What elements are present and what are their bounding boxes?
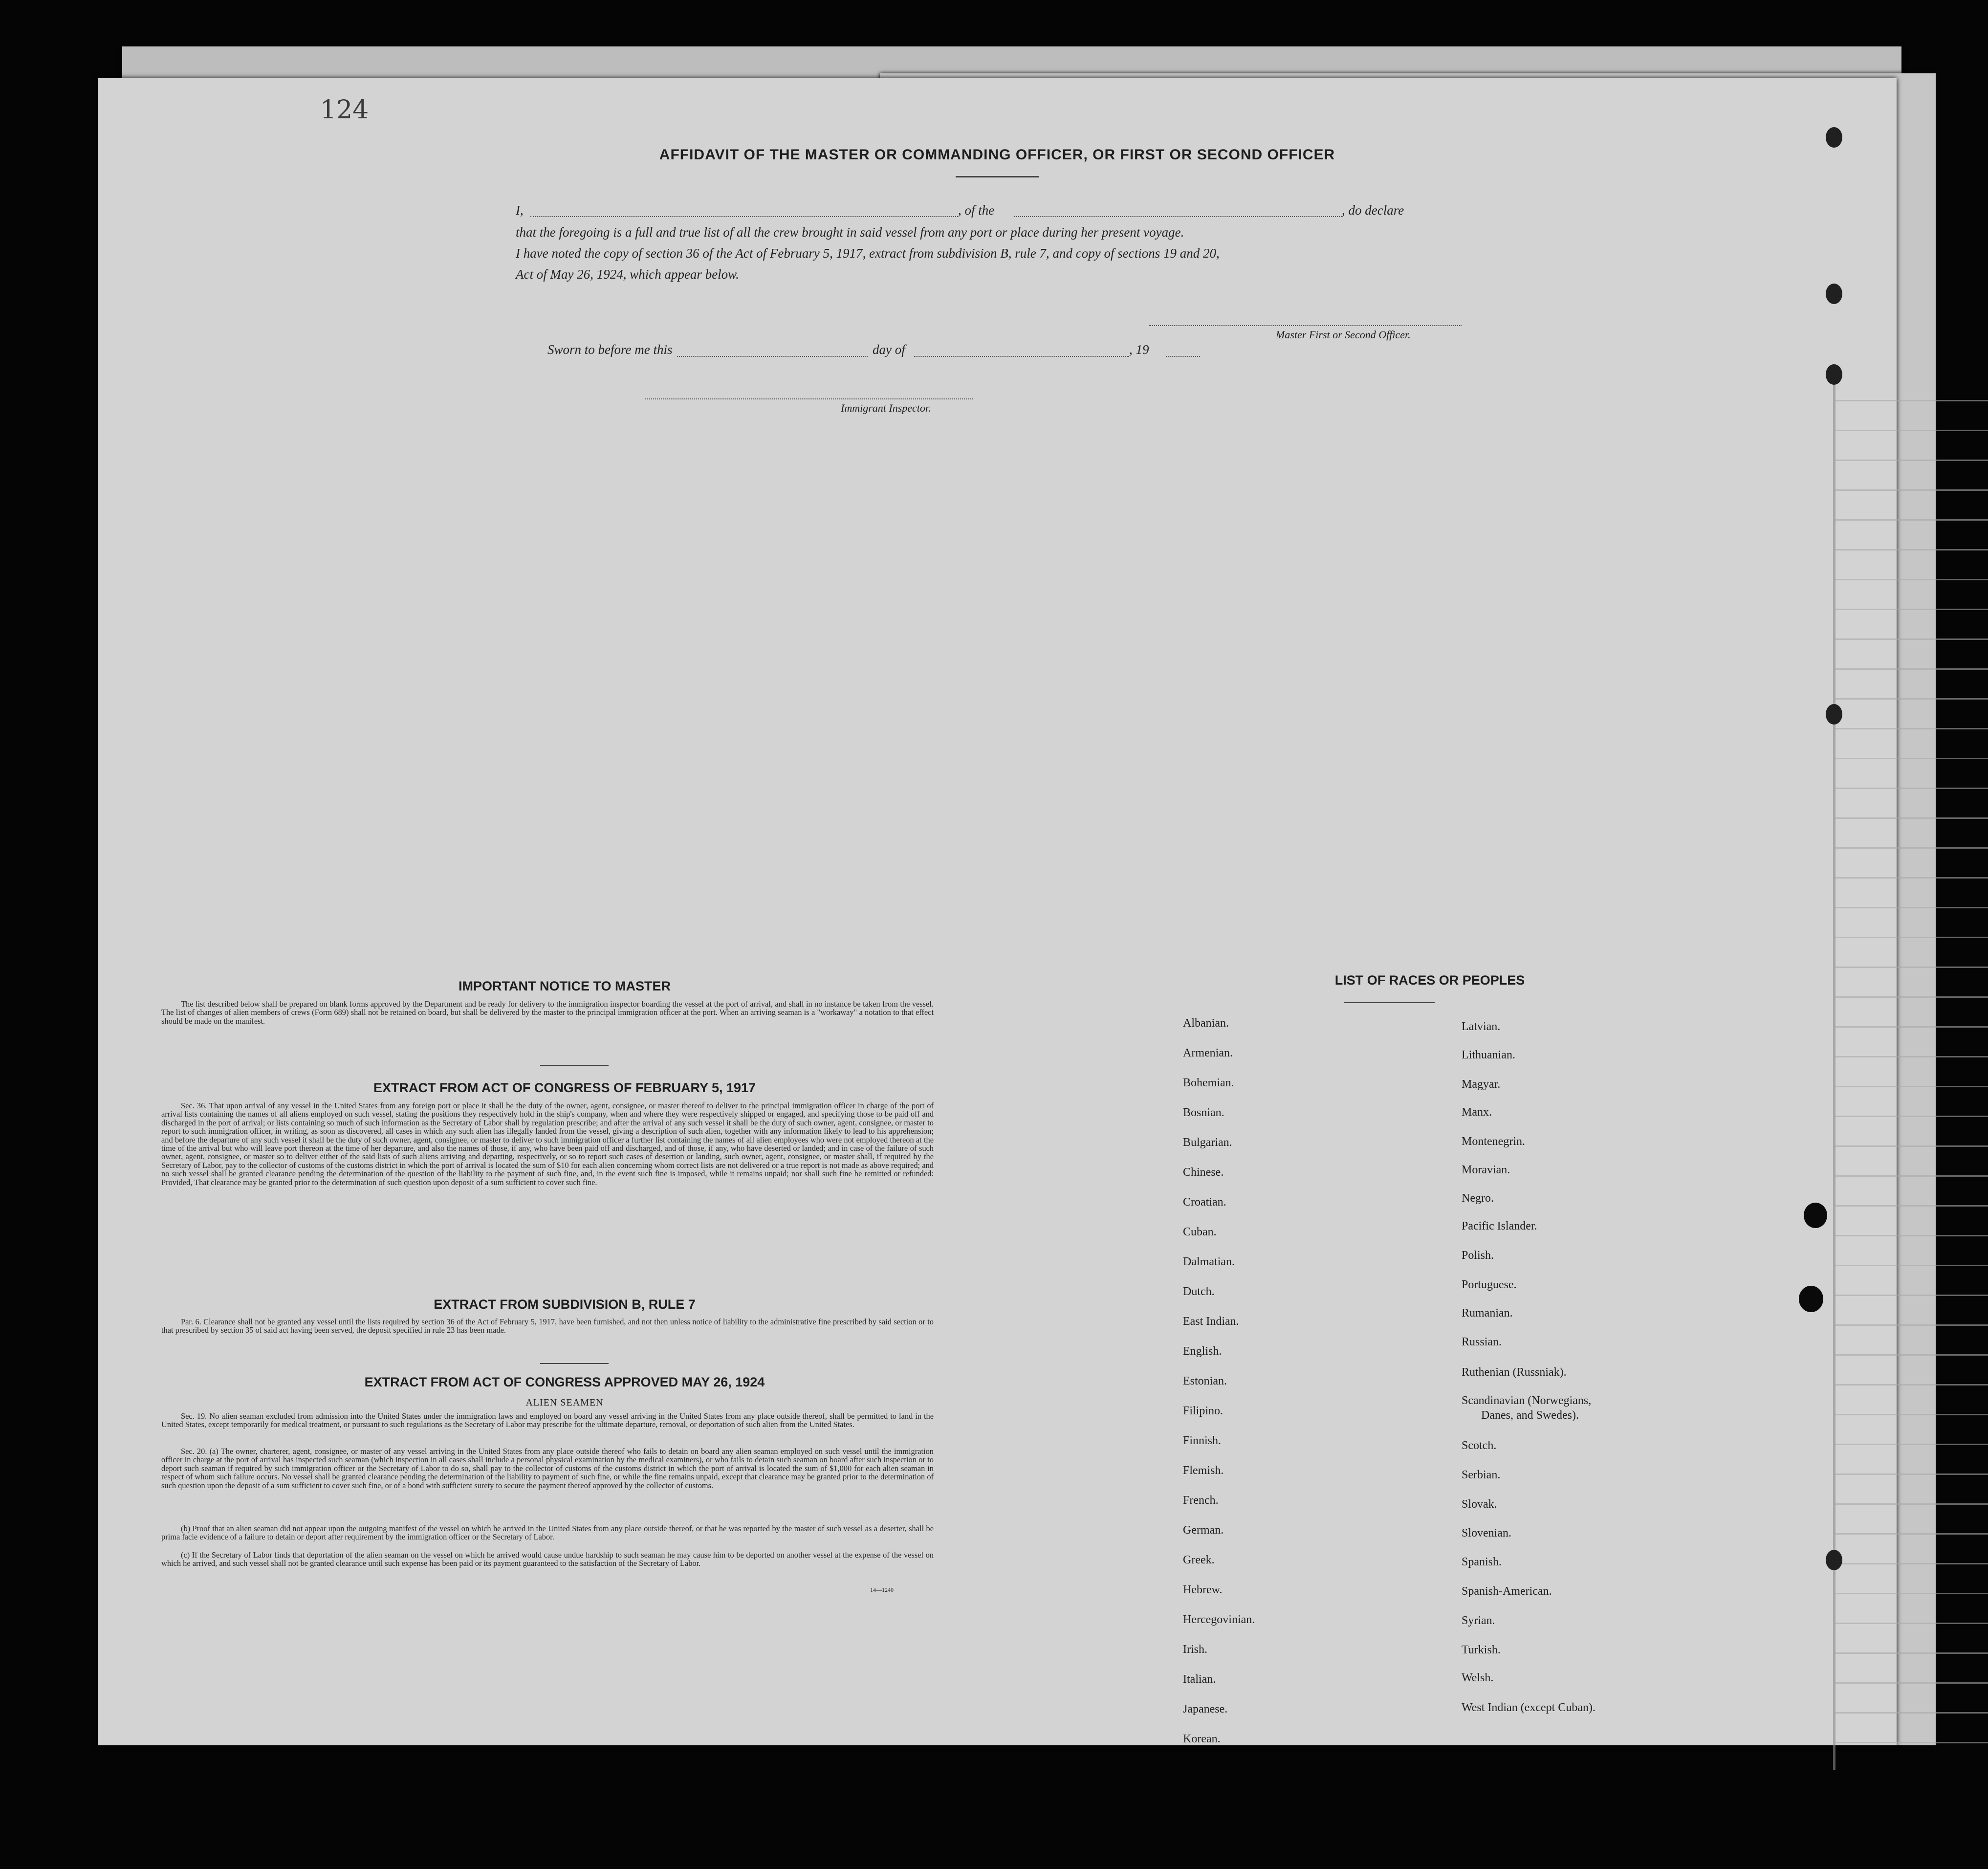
race-item: Lithuanian.	[1462, 1049, 1515, 1061]
race-item: Scandinavian (Norwegians,	[1462, 1394, 1592, 1407]
form-number: 14—1240	[870, 1586, 894, 1593]
race-item: Pacific Islander.	[1462, 1220, 1537, 1232]
race-item: Bulgarian.	[1183, 1136, 1232, 1149]
bleed-through-ledger	[1833, 372, 1988, 1770]
extract-1924-title: EXTRACT FROM ACT OF CONGRESS APPROVED MAY 26, 1924	[364, 1375, 765, 1389]
extract-1917-title: EXTRACT FROM ACT OF CONGRESS OF FEBRUARY 5, 1917	[373, 1080, 756, 1095]
race-item: Greek.	[1183, 1554, 1215, 1566]
races-title-rule	[1344, 1002, 1435, 1003]
section-rule	[540, 1065, 609, 1066]
affidavit-title: AFFIDAVIT OF THE MASTER OR COMMANDING OFFICER, OR FIRST OR SECOND OFFICER	[659, 147, 1335, 163]
affidavit-i-label: I,	[516, 203, 524, 218]
race-item: Slovak.	[1462, 1498, 1497, 1511]
affidavit-line-4: Act of May 26, 1924, which appear below.	[516, 267, 739, 282]
race-item: Cuban.	[1183, 1226, 1217, 1238]
form-page	[98, 78, 1897, 1745]
race-item: Finnish.	[1183, 1434, 1222, 1447]
year-line	[1166, 356, 1200, 357]
race-item: Serbian.	[1462, 1469, 1501, 1481]
ink-blot	[1799, 1286, 1823, 1312]
title-rule	[956, 176, 1039, 177]
sworn-day-line	[677, 356, 868, 357]
race-item: Hercegovinian.	[1183, 1613, 1255, 1626]
race-item: Syrian.	[1462, 1614, 1495, 1627]
race-item: Bohemian.	[1183, 1077, 1234, 1089]
races-title: LIST OF RACES OR PEOPLES	[1334, 973, 1525, 988]
race-item: Japanese.	[1183, 1703, 1228, 1715]
affidavit-line-2: that the foregoing is a full and true list of all the crew brought in said vessel from any port or place during her present voyage.	[516, 225, 1184, 240]
race-item: Turkish.	[1462, 1644, 1501, 1656]
name-line	[530, 216, 958, 217]
ink-blot	[1804, 1203, 1827, 1228]
race-item: Negro.	[1462, 1192, 1494, 1205]
sworn-label: Sworn to before me this	[547, 342, 673, 357]
race-item: Welsh.	[1462, 1671, 1494, 1684]
race-item: Dutch.	[1183, 1285, 1215, 1298]
race-item: Ruthenian (Russniak).	[1462, 1366, 1567, 1379]
race-item: Korean.	[1183, 1733, 1221, 1745]
race-item: Latvian.	[1462, 1020, 1501, 1033]
sec-20b-text: (b) Proof that an alien seaman did not appear upon the outgoing manifest of the vessel on which he arrived in the United States from any place outside thereof, or that he was reported by the master of such vessel as a deserter, shall be prima facie evidence of a failure to detain or deport after requirement by the immigration officer or the Secretary of Labor.	[161, 1524, 934, 1542]
race-item: Flemish.	[1183, 1464, 1224, 1477]
race-item: Danes, and Swedes).	[1481, 1409, 1579, 1422]
punch-hole	[1826, 364, 1842, 385]
race-item: Albanian.	[1183, 1017, 1229, 1030]
affidavit-do-declare-label: , do declare	[1342, 203, 1404, 218]
race-item: East Indian.	[1183, 1315, 1239, 1328]
race-item: German.	[1183, 1524, 1224, 1537]
race-item: Moravian.	[1462, 1164, 1510, 1176]
race-item: Filipino.	[1183, 1405, 1223, 1417]
vessel-line	[1014, 216, 1342, 217]
race-item: Hebrew.	[1183, 1583, 1223, 1596]
notice-text: The list described below shall be prepared on blank forms approved by the Department and be ready for delivery to the immigration inspector boarding the vessel at the port of arrival, and shall in no instance be taken from the vessel. The list of changes of alien members of crews (Form 689) shall not be retained on board, but shall be delivered by the master to the principal immigration officer at the port. When an arriving seaman is a "workaway" a notation to that effect should be made on the manifest.	[161, 999, 934, 1026]
master-signature-line	[1149, 325, 1462, 326]
race-item: Irish.	[1183, 1643, 1207, 1656]
race-item: Portuguese.	[1462, 1278, 1517, 1291]
race-item: English.	[1183, 1345, 1222, 1358]
inspector-signature-line	[645, 398, 973, 399]
race-item: Manx.	[1462, 1106, 1492, 1119]
section-rule	[540, 1363, 609, 1364]
race-item: French.	[1183, 1494, 1219, 1507]
race-item: Italian.	[1183, 1673, 1216, 1686]
punch-hole	[1826, 127, 1842, 148]
month-line	[914, 356, 1129, 357]
extract-1917-text: Sec. 36. That upon arrival of any vessel in the United States from any foreign port or place it shall be the duty of the owner, agent, consignee, or master thereof to deliver to the principal immigration officer in charge of the port of arrival lists containing the names of all aliens employed on such vessel, stating the positions they respectively hold in the ship's company, when and where they were respectively shipped or engaged, and specifying those to be paid off and discharged in the port of arrival; or lists containing so much of such information as the Secretary of Labor shall by regulation prescribe; and after the arrival of any such vessel it shall be the duty of such owner, agent, consignee, or master to report to such immigration officer, in writing, as soon as discovered, all cases in which any such alien has illegally landed from the vessel, giving a description of such alien, together with any information likely to lead to his apprehension; and before the departure of any such vessel it shall be the duty of such owner, agent, consignee, or master to deliver to such immigration officer a further list containing the names of all alien employees who were not employed thereon at the time of the arrival but who will leave port thereon at the time of her departure, and also the names of those, if any, who have been paid off and discharged, and of those, if any, who have deserted or landed; and in case of the failure of such owner, agent, consignee, or master so to deliver either of the said lists of such aliens arriving and departing, respectively, or so to report such cases of desertion or landing, such owner, agent, consignee, or master shall, if required by the Secretary of Labor, pay to the collector of customs of the customs district in which the port of arrival is located the sum of $10 for each alien concerning whom correct lists are not delivered or a true report is not made as above required; and no such vessel shall be granted clearance pending the determination of the question of the liability to the payment of such fine, and, in the event such fine is imposed, while it remains unpaid; nor shall such fine be remitted or refunded: Provided, That clearance may be granted prior to the determination of such question upon deposit of a sum sufficient to cover such fine.	[161, 1101, 934, 1187]
race-item: Chinese.	[1183, 1166, 1224, 1179]
affidavit-line-3: I have noted the copy of section 36 of the Act of February 5, 1917, extract from subdivision B, rule 7, and copy of sections 19 and 20,	[516, 246, 1220, 261]
notice-title: IMPORTANT NOTICE TO MASTER	[459, 979, 671, 993]
race-item: Scotch.	[1462, 1439, 1497, 1452]
race-item: Armenian.	[1183, 1047, 1233, 1059]
sec-19-text: Sec. 19. No alien seaman excluded from admission into the United States under the immigration laws and employed on board any vessel arriving in the United States from any place outside thereof, shall be permitted to land in the United States, except temporarily for medical treatment, or pursuant to such regulations as the Secretary of Labor may prescribe for the ultimate departure, removal, or deportation of such alien from the United States.	[161, 1411, 934, 1429]
handwritten-page-number: 124	[320, 95, 369, 125]
affidavit-of-the-label: , of the	[958, 203, 995, 218]
day-of-label: day of	[873, 342, 905, 357]
race-item: Slovenian.	[1462, 1527, 1511, 1539]
race-item: Rumanian.	[1462, 1307, 1513, 1319]
race-item: Estonian.	[1183, 1375, 1227, 1387]
inspector-label: Immigrant Inspector.	[841, 402, 931, 414]
race-item: Croatian.	[1183, 1196, 1226, 1209]
race-item: Russian.	[1462, 1336, 1502, 1348]
year-label: , 19	[1129, 342, 1149, 357]
race-item: Dalmatian.	[1183, 1255, 1235, 1268]
rule-7-title: EXTRACT FROM SUBDIVISION B, RULE 7	[434, 1297, 696, 1312]
race-item: Polish.	[1462, 1249, 1494, 1262]
race-item: Magyar.	[1462, 1078, 1501, 1091]
alien-seamen-subtitle: ALIEN SEAMEN	[525, 1397, 604, 1408]
punch-hole	[1826, 1550, 1842, 1570]
sec-20a-text: Sec. 20. (a) The owner, charterer, agent, consignee, or master of any vessel arriving in the United States from any place outside thereof who fails to detain on board any alien seaman employed on such vessel until the immigration officer in charge at the port of arrival has inspected such seaman (which inspection in all cases shall include a personal physical examination by the medical examiners), or who fails to detain such seaman on board after such inspection or to deport such seaman if required by such immigration officer or the Secretary of Labor to do so, shall pay to the collector of customs of the customs district in which the port of arrival is located the sum of $1,000 for each alien seaman in respect of whom such failure occurs. No vessel shall be granted clearance pending the determination of the liability to payment of such fine, or while the fine remains unpaid, except that clearance may be granted prior to the determination of such question upon the deposit of a sum sufficient to cover such fine, or of a bond with sufficient surety to secure the payment thereof approved by the collector of customs.	[161, 1447, 934, 1490]
race-item: Bosnian.	[1183, 1106, 1224, 1119]
sec-20c-text: (c) If the Secretary of Labor finds that deportation of the alien seaman on the vessel on which he arrived would cause undue hardship to such seaman he may cause him to be deported on another vessel at the expense of the vessel on which he arrived, and such vessel shall not be granted clearance until such expense has been paid or its payment guaranteed to the satisfaction of the Secretary of Labor.	[161, 1550, 934, 1568]
punch-hole	[1826, 284, 1842, 304]
rule-7-text: Par. 6. Clearance shall not be granted any vessel until the lists required by section 36 of the Act of February 5, 1917, have been furnished, and not then unless notice of liability to the administrative fine prescribed by said section or to that prescribed by section 35 of said act having been served, the deposit specified in rule 23 has been made.	[161, 1317, 934, 1335]
race-item: West Indian (except Cuban).	[1462, 1701, 1595, 1714]
master-signature-label: Master First or Second Officer.	[1276, 329, 1411, 341]
race-item: Montenegrin.	[1462, 1135, 1525, 1148]
race-item: Spanish-American.	[1462, 1585, 1552, 1598]
race-item: Spanish.	[1462, 1556, 1502, 1568]
punch-hole	[1826, 704, 1842, 725]
